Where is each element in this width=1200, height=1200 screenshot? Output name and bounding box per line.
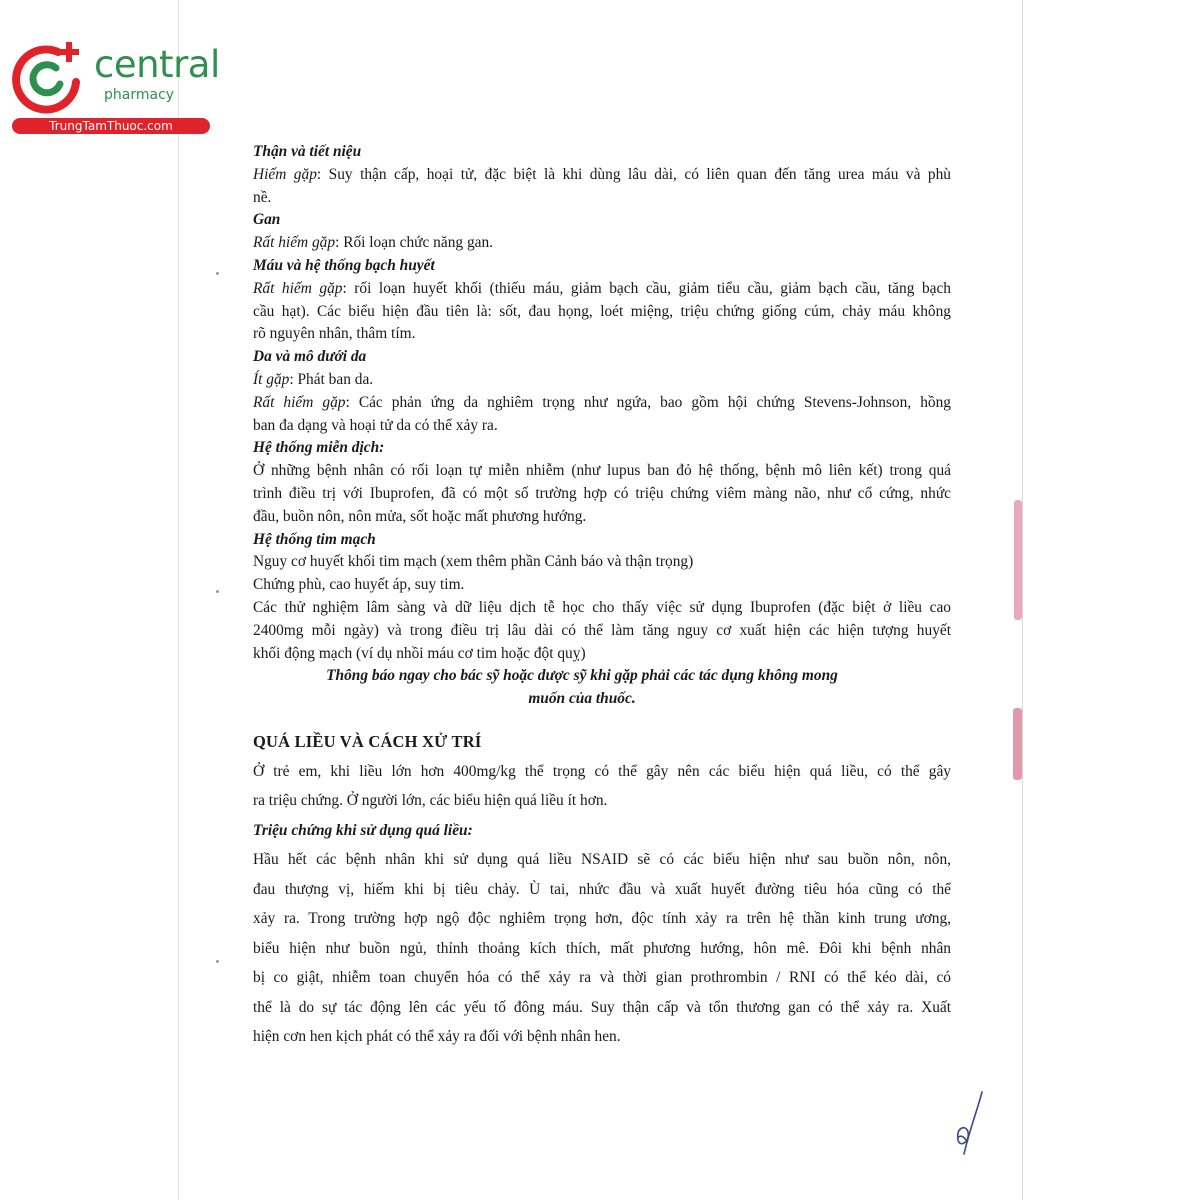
scan-speck [216, 960, 219, 963]
text-line: đau thượng vị, hiếm khi bị tiêu chảy. Ù tai, nhức đầu và xuất huyết đường tiêu hóa cũng có thể [253, 880, 951, 898]
central-pharmacy-logo [10, 38, 220, 138]
text-line: bị co giật, nhiễm toan chuyển hóa có thể xảy ra và thời gian prothrombin / RNI có thể kéo dài, có [253, 969, 951, 987]
section-heading-blood: Máu và hệ thống bạch huyết [253, 256, 435, 274]
frequency-label: Rất hiếm gặp [253, 393, 346, 411]
page-right-edge [1022, 0, 1023, 1200]
text-line: thể là do sự tác động lên các yếu tố đông máu. Suy thận cấp và tổn thương gan có thể xảy ra. Xuất [253, 998, 951, 1016]
page-left-edge [178, 0, 179, 1200]
stamp-mark [1013, 708, 1022, 780]
notice-line-1: Thông báo ngay cho bác sỹ hoặc dược sỹ khi gặp phải các tác dụng không mong [326, 667, 838, 685]
text-line: Rất hiếm gặp: rối loạn huyết khối (thiếu máu, giảm bạch cầu, giảm tiểu cầu, giảm bạch cầu, tăng bạch [253, 279, 951, 297]
section-heading-kidney: Thận và tiết niệu [253, 143, 362, 160]
text-line: cầu hạt). Các biểu hiện đầu tiên là: sốt, đau họng, loét miệng, triệu chứng giống cúm, chảy máu không [253, 302, 951, 320]
text-line: Ở trẻ em, khi liều lớn hơn 400mg/kg thể trọng có thể gây nên các biểu hiện quá liều, có thể gây [253, 762, 951, 780]
text-line: Ở những bệnh nhân có rối loạn tự miễn nhiễm (như lupus ban đỏ hệ thống, bệnh mô liên kết) trong quá [253, 462, 951, 480]
text-line: Nguy cơ huyết khối tim mạch (xem thêm phần Cảnh báo và thận trọng) [253, 553, 694, 571]
symptoms-heading: Triệu chứng khi sử dụng quá liều: [253, 821, 473, 839]
leaflet-content [253, 141, 951, 1052]
text-line: ban đa dạng và hoại tử da có thể xảy ra. [253, 416, 498, 434]
text-line: rõ nguyên nhân, thâm tím. [253, 325, 416, 343]
overdose-title: QUÁ LIỀU VÀ CÁCH XỬ TRÍ [253, 731, 482, 751]
frequency-label: Ít gặp [253, 370, 290, 388]
text-line: ra triệu chứng. Ở người lớn, các biểu hiện quá liều ít hơn. [253, 792, 608, 810]
text-line: khối động mạch (ví dụ nhồi máu cơ tim hoặc đột quỵ) [253, 644, 586, 662]
logo-website-banner: TrungTamThuoc.com [12, 118, 210, 134]
text-line: Hiếm gặp: Suy thận cấp, hoại tử, đặc biệt là khi dùng lâu dài, có liên quan đến tăng urea máu và phù [253, 165, 951, 183]
frequency-label: Rất hiếm gặp [253, 234, 336, 252]
notice-line-2: muốn của thuốc. [528, 690, 636, 708]
central-logo-icon [10, 38, 90, 118]
text-line: Rất hiếm gặp: Rối loạn chức năng gan. [253, 234, 494, 252]
logo-name: central [94, 43, 220, 86]
frequency-label: Hiếm gặp [253, 165, 317, 183]
section-heading-skin: Da và mô dưới da [253, 348, 367, 366]
scan-speck [216, 590, 219, 593]
stamp-mark [1014, 500, 1022, 620]
text-line: Rất hiếm gặp: Các phản ứng da nghiêm trọng như ngứa, bao gồm hội chứng Stevens-Johnson, hồng [253, 393, 951, 411]
frequency-label: Rất hiếm gặp [253, 279, 343, 297]
text-line: Hầu hết các bệnh nhân khi sử dụng quá liều NSAID sẽ có các biểu hiện như sau buồn nôn, nôn, [253, 851, 951, 869]
logo-subtitle: pharmacy [104, 87, 175, 103]
section-heading-immune: Hệ thống miễn dịch: [253, 439, 385, 457]
text-line: biểu hiện như buồn ngủ, thỉnh thoảng kích thích, mất phương hướng, hôn mê. Đôi khi bệnh nhân [253, 939, 951, 957]
text-line: hiện cơn hen kịch phát có thể xảy ra đối với bệnh nhân hen. [253, 1028, 621, 1046]
text-line: nề. [253, 188, 272, 206]
text-line: Chứng phù, cao huyết áp, suy tim. [253, 576, 465, 594]
text-line: Ít gặp: Phát ban da. [253, 370, 374, 388]
text-line: Các thử nghiệm lâm sàng và dữ liệu dịch tễ học cho thấy việc sử dụng Ibuprofen (đặc biệt ở liều cao [253, 598, 951, 616]
text-line: trình điều trị với Ibuprofen, đã có một số trường hợp có triệu chứng viêm màng não, như cổ cứng, nhức [253, 484, 951, 502]
text-line: xảy ra. Trong trường hợp ngộ độc nghiêm trọng hơn, độc tính xảy ra trên hệ thần kinh trung ương, [253, 910, 951, 928]
section-heading-cardio: Hệ thống tim mạch [253, 530, 376, 548]
signature-mark [948, 1088, 988, 1160]
text-line: đầu, buồn nôn, nôn mửa, sốt hoặc mất phương hướng. [253, 507, 587, 525]
section-heading-liver: Gan [253, 211, 281, 229]
text-line: 2400mg mỗi ngày) và trong điều trị lâu dài có thể làm tăng nguy cơ xuất hiện các hiện tượng huyết [253, 621, 951, 639]
scan-speck [216, 272, 219, 275]
